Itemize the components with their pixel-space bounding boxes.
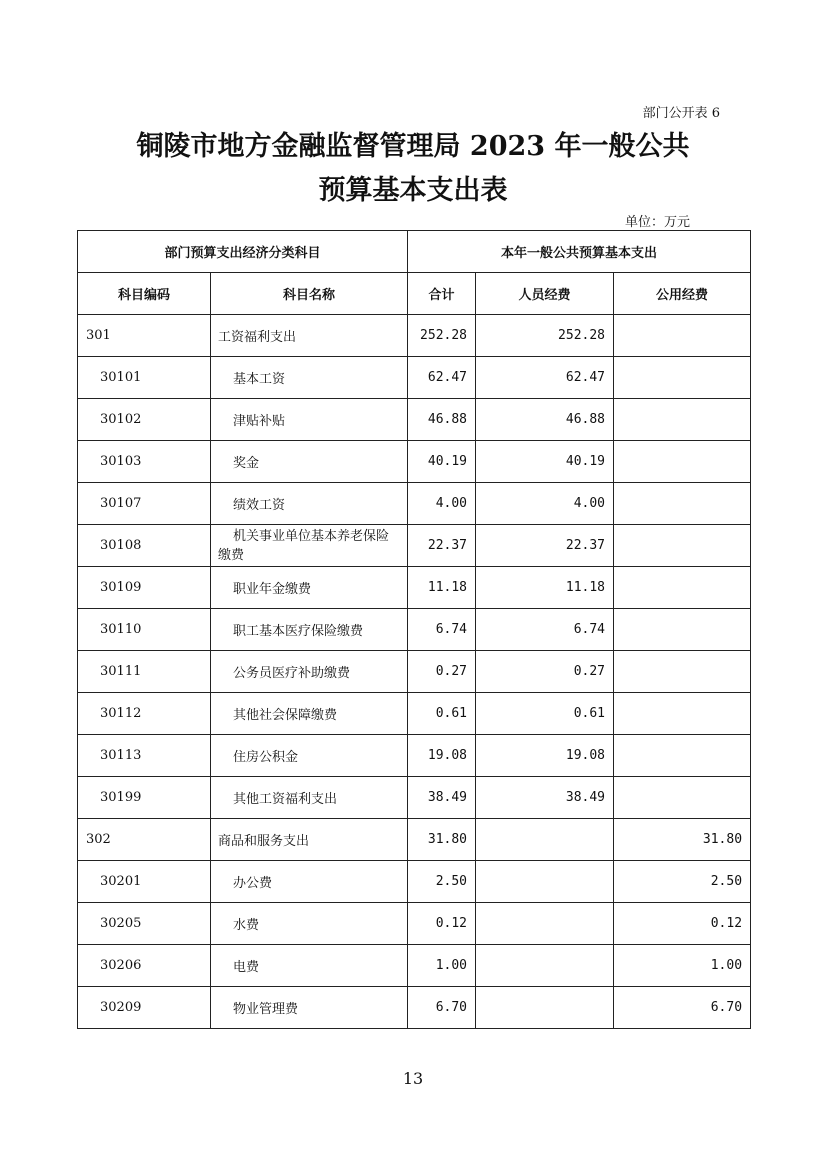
table-row [78,525,751,567]
cell-name: 奖金 [211,441,408,483]
table-row [78,483,751,525]
column-header-personnel: 人员经费 [476,273,614,315]
cell-total: 4.00 [408,483,476,525]
cell-personnel: 11.18 [476,567,614,609]
cell-code: 30108 [78,525,211,567]
table-row [78,819,751,861]
cell-name: 工资福利支出 [211,315,408,357]
cell-public [614,777,751,819]
cell-name: 水费 [211,903,408,945]
table-row [78,693,751,735]
column-header-total: 合计 [408,273,476,315]
cell-personnel: 252.28 [476,315,614,357]
cell-code: 30112 [78,693,211,735]
cell-public [614,693,751,735]
table-row [78,399,751,441]
cell-total: 0.12 [408,903,476,945]
cell-public: 0.12 [614,903,751,945]
cell-personnel [476,903,614,945]
cell-code: 30110 [78,609,211,651]
table-row [78,735,751,777]
cell-name: 津贴补贴 [211,399,408,441]
cell-name: 物业管理费 [211,987,408,1029]
cell-code: 30111 [78,651,211,693]
cell-name: 电费 [211,945,408,987]
cell-public: 31.80 [614,819,751,861]
cell-code: 30113 [78,735,211,777]
cell-personnel [476,861,614,903]
cell-public [614,399,751,441]
cell-public [614,735,751,777]
cell-personnel [476,945,614,987]
cell-public [614,525,751,567]
cell-total: 46.88 [408,399,476,441]
cell-public: 2.50 [614,861,751,903]
cell-code: 30209 [78,987,211,1029]
cell-public [614,441,751,483]
cell-code: 30101 [78,357,211,399]
table-row [78,567,751,609]
cell-total: 11.18 [408,567,476,609]
table-group-header-row [78,231,751,273]
table-row [78,903,751,945]
cell-code: 30102 [78,399,211,441]
cell-code: 30103 [78,441,211,483]
column-header-public: 公用经费 [614,273,751,315]
cell-personnel: 0.61 [476,693,614,735]
page-title-line2: 预算基本支出表 [318,175,508,206]
cell-personnel: 40.19 [476,441,614,483]
cell-total: 252.28 [408,315,476,357]
table-row [78,861,751,903]
table-row [78,987,751,1029]
cell-public [614,651,751,693]
cell-total: 6.74 [408,609,476,651]
table-row [78,651,751,693]
column-header-name: 科目名称 [211,273,408,315]
table-row [78,945,751,987]
cell-name: 其他社会保障缴费 [211,693,408,735]
cell-public [614,315,751,357]
table-row [78,441,751,483]
cell-personnel: 4.00 [476,483,614,525]
form-label: 部门公开表 6 [642,106,720,121]
table-row [78,609,751,651]
cell-name: 商品和服务支出 [211,819,408,861]
cell-personnel: 46.88 [476,399,614,441]
cell-personnel: 38.49 [476,777,614,819]
cell-public [614,567,751,609]
cell-code: 30107 [78,483,211,525]
table-body [78,315,751,1029]
cell-total: 22.37 [408,525,476,567]
cell-code: 30206 [78,945,211,987]
cell-public: 1.00 [614,945,751,987]
cell-code: 30201 [78,861,211,903]
cell-total: 38.49 [408,777,476,819]
cell-name: 机关事业单位基本养老保险缴费 [211,525,408,567]
table-row [78,315,751,357]
cell-total: 6.70 [408,987,476,1029]
column-header-code: 科目编码 [78,273,211,315]
cell-code: 302 [78,819,211,861]
cell-name: 住房公积金 [211,735,408,777]
cell-name: 公务员医疗补助缴费 [211,651,408,693]
cell-code: 30109 [78,567,211,609]
page-number: 13 [402,1069,424,1088]
cell-total: 19.08 [408,735,476,777]
cell-code: 30199 [78,777,211,819]
table-row [78,357,751,399]
table-column-header-row [78,273,751,315]
cell-personnel: 19.08 [476,735,614,777]
group-header-classification: 部门预算支出经济分类科目 [78,231,408,273]
cell-name: 职工基本医疗保险缴费 [211,609,408,651]
cell-total: 62.47 [408,357,476,399]
cell-public: 6.70 [614,987,751,1029]
table-row [78,777,751,819]
cell-personnel [476,819,614,861]
budget-table [77,230,751,1029]
cell-personnel [476,987,614,1029]
cell-personnel: 22.37 [476,525,614,567]
unit-label: 单位：万元 [624,215,690,230]
cell-name: 其他工资福利支出 [211,777,408,819]
cell-name: 办公费 [211,861,408,903]
cell-personnel: 62.47 [476,357,614,399]
cell-total: 40.19 [408,441,476,483]
cell-personnel: 6.74 [476,609,614,651]
cell-name: 绩效工资 [211,483,408,525]
page-title-line1: 铜陵市地方金融监督管理局 2023 年一般公共 [136,131,690,162]
group-header-basic-expenditure: 本年一般公共预算基本支出 [408,231,751,273]
cell-code: 301 [78,315,211,357]
cell-total: 31.80 [408,819,476,861]
cell-public [614,483,751,525]
cell-public [614,609,751,651]
cell-name: 基本工资 [211,357,408,399]
cell-total: 1.00 [408,945,476,987]
cell-total: 0.27 [408,651,476,693]
cell-total: 0.61 [408,693,476,735]
cell-personnel: 0.27 [476,651,614,693]
cell-name: 职业年金缴费 [211,567,408,609]
cell-total: 2.50 [408,861,476,903]
cell-code: 30205 [78,903,211,945]
cell-public [614,357,751,399]
